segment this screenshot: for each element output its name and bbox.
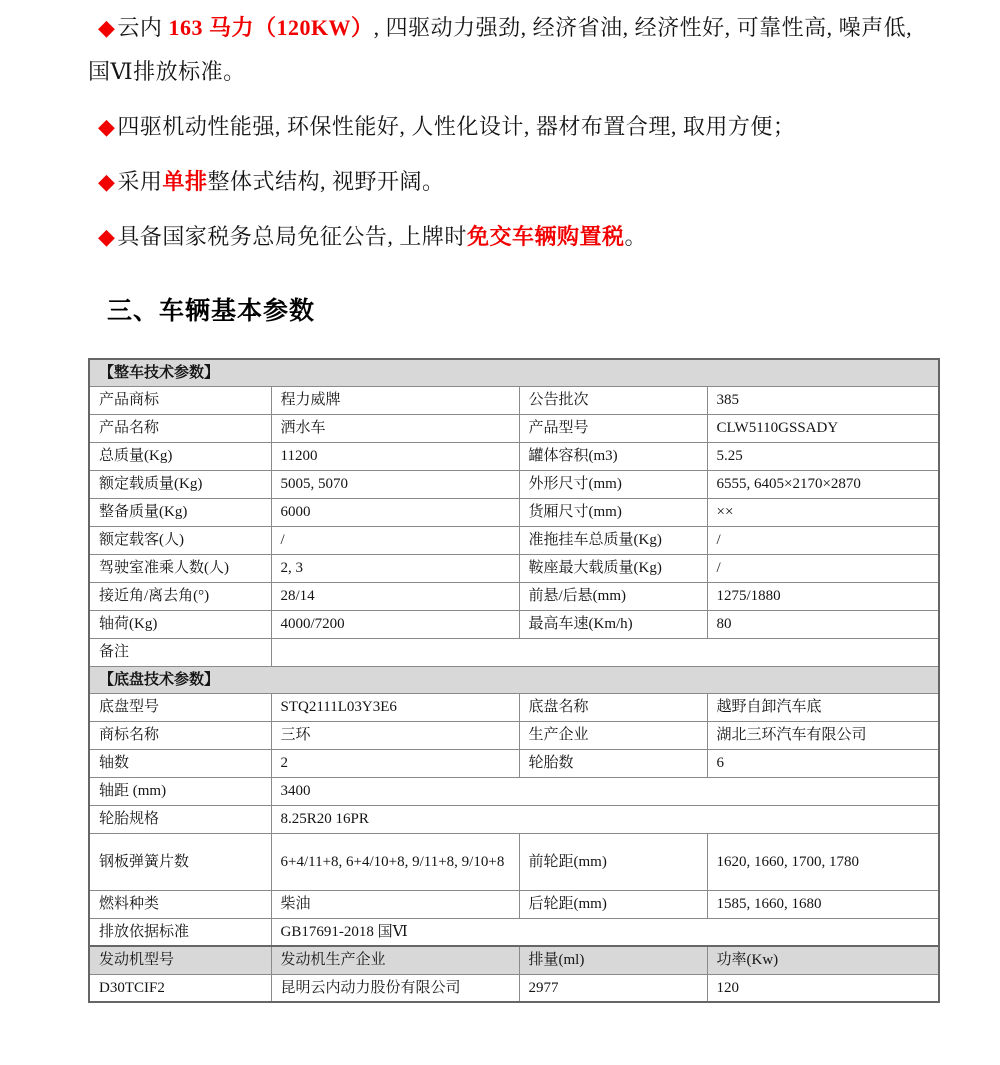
bullet-text: 采用 — [117, 169, 163, 194]
param-value-cell: 越野自卸汽车底 — [707, 693, 939, 721]
param-label-cell: 前悬/后悬(mm) — [519, 582, 707, 610]
param-label-cell: 产品型号 — [519, 414, 707, 442]
param-label-cell: 货厢尺寸(mm) — [519, 498, 707, 526]
param-value-cell: 6555, 6405×2170×2870 — [707, 470, 939, 498]
param-label-cell: 外形尺寸(mm) — [519, 470, 707, 498]
param-value-cell: 6+4/11+8, 6+4/10+8, 9/11+8, 9/10+8 — [271, 833, 519, 890]
param-label-cell: 底盘名称 — [519, 693, 707, 721]
table-row — [89, 386, 939, 414]
section-header-cell: 【底盘技术参数】 — [89, 666, 939, 693]
param-label-cell: 后轮距(mm) — [519, 890, 707, 918]
param-value-cell: 2, 3 — [271, 554, 519, 582]
table-row — [89, 498, 939, 526]
section-header-cell: 【整车技术参数】 — [89, 359, 939, 386]
param-label-cell: 钢板弹簧片数 — [89, 833, 271, 890]
table-row — [89, 777, 939, 805]
param-label-cell: 轮胎规格 — [89, 805, 271, 833]
table-row — [89, 359, 939, 386]
diamond-bullet-icon: ◆ — [98, 15, 116, 40]
table-row — [89, 833, 939, 890]
param-value-cell: 1275/1880 — [707, 582, 939, 610]
param-label-cell: 整备质量(Kg) — [89, 498, 271, 526]
feature-bullet — [88, 105, 920, 149]
feature-bullet — [88, 6, 920, 94]
param-value-cell: 11200 — [271, 442, 519, 470]
param-value-cell: / — [707, 526, 939, 554]
param-value-cell: 6 — [707, 749, 939, 777]
table-row — [89, 918, 939, 946]
param-label-cell: 排放依据标准 — [89, 918, 271, 946]
table-row — [89, 638, 939, 666]
bullet-text: , 四驱动力强劲, 经济省油, 经济性好, 可靠性高, 噪声低, 国Ⅵ排放标准。 — [88, 15, 913, 84]
param-value-cell: / — [271, 526, 519, 554]
table-row — [89, 610, 939, 638]
param-value-cell: 80 — [707, 610, 939, 638]
table-row — [89, 890, 939, 918]
feature-bullet — [88, 160, 920, 204]
param-value-cell: 6000 — [271, 498, 519, 526]
table-row — [89, 470, 939, 498]
param-label-cell: 最高车速(Km/h) — [519, 610, 707, 638]
param-value-cell: 湖北三环汽车有限公司 — [707, 721, 939, 749]
param-label-cell: 接近角/离去角(°) — [89, 582, 271, 610]
param-label-cell: 罐体容积(m3) — [519, 442, 707, 470]
bullet-text: 整体式结构, 视野开阔。 — [207, 169, 445, 194]
param-value-cell: 程力威牌 — [271, 386, 519, 414]
param-label-cell: 产品名称 — [89, 414, 271, 442]
param-label-cell: 鞍座最大载质量(Kg) — [519, 554, 707, 582]
param-value-cell: 2 — [271, 749, 519, 777]
param-value-cell: 昆明云内动力股份有限公司 — [271, 974, 519, 1002]
highlight-text: 单排 — [162, 169, 208, 194]
param-value-cell: 5005, 5070 — [271, 470, 519, 498]
param-value-cell: / — [707, 554, 939, 582]
param-label-cell: 准拖挂车总质量(Kg) — [519, 526, 707, 554]
engine-header-cell: 发动机生产企业 — [271, 946, 519, 974]
feature-bullet-list — [88, 6, 920, 270]
param-label-cell: 轴数 — [89, 749, 271, 777]
table-row — [89, 693, 939, 721]
param-value-cell: 120 — [707, 974, 939, 1002]
highlight-text: 163 马力（120KW） — [168, 15, 374, 40]
param-value-cell: 4000/7200 — [271, 610, 519, 638]
diamond-bullet-icon: ◆ — [98, 114, 116, 139]
param-value-cell: 三环 — [271, 721, 519, 749]
engine-header-cell: 排量(ml) — [519, 946, 707, 974]
param-label-cell: 轮胎数 — [519, 749, 707, 777]
bullet-text: 具备国家税务总局免征公告, 上牌时 — [117, 224, 467, 249]
table-row — [89, 974, 939, 1002]
param-value-cell: 3400 — [271, 777, 939, 805]
highlight-text: 免交车辆购置税 — [466, 224, 625, 249]
bullet-text: 四驱机动性能强, 环保性能好, 人性化设计, 器材布置合理, 取用方便； — [117, 114, 796, 139]
param-label-cell: 轴距 (mm) — [89, 777, 271, 805]
table-row — [89, 749, 939, 777]
param-label-cell: 前轮距(mm) — [519, 833, 707, 890]
param-value-cell: 1585, 1660, 1680 — [707, 890, 939, 918]
bullet-text: 云内 — [117, 15, 169, 40]
table-row — [89, 442, 939, 470]
table-row — [89, 526, 939, 554]
param-label-cell: 生产企业 — [519, 721, 707, 749]
param-label-cell: 燃料种类 — [89, 890, 271, 918]
diamond-bullet-icon: ◆ — [98, 169, 116, 194]
diamond-bullet-icon: ◆ — [98, 224, 116, 249]
engine-header-cell: 功率(Kw) — [707, 946, 939, 974]
param-value-cell: 柴油 — [271, 890, 519, 918]
engine-header-cell: 发动机型号 — [89, 946, 271, 974]
table-row — [89, 946, 939, 974]
param-value-cell — [271, 638, 939, 666]
section-heading: 三、车辆基本参数 — [107, 297, 316, 325]
table-row — [89, 666, 939, 693]
param-value-cell: ×× — [707, 498, 939, 526]
param-value-cell: 28/14 — [271, 582, 519, 610]
param-value-cell: CLW5110GSSADY — [707, 414, 939, 442]
param-value-cell: 洒水车 — [271, 414, 519, 442]
param-label-cell: 额定载客(人) — [89, 526, 271, 554]
param-value-cell: 1620, 1660, 1700, 1780 — [707, 833, 939, 890]
param-value-cell: 385 — [707, 386, 939, 414]
param-label-cell: 备注 — [89, 638, 271, 666]
param-label-cell: 底盘型号 — [89, 693, 271, 721]
table-row — [89, 721, 939, 749]
table-row — [89, 582, 939, 610]
param-label-cell: 商标名称 — [89, 721, 271, 749]
param-label-cell: 公告批次 — [519, 386, 707, 414]
table-row — [89, 554, 939, 582]
feature-bullet — [88, 215, 920, 259]
param-label-cell: 驾驶室准乘人数(人) — [89, 554, 271, 582]
param-value-cell: 8.25R20 16PR — [271, 805, 939, 833]
table-row — [89, 805, 939, 833]
param-value-cell: GB17691-2018 国Ⅵ — [271, 918, 939, 946]
param-label-cell: 总质量(Kg) — [89, 442, 271, 470]
vehicle-params-table — [88, 358, 940, 1003]
param-label-cell: 产品商标 — [89, 386, 271, 414]
param-label-cell: 额定载质量(Kg) — [89, 470, 271, 498]
table-row — [89, 414, 939, 442]
bullet-text: 。 — [624, 224, 647, 249]
param-label-cell: 2977 — [519, 974, 707, 1002]
param-label-cell: D30TCIF2 — [89, 974, 271, 1002]
param-value-cell: 5.25 — [707, 442, 939, 470]
param-label-cell: 轴荷(Kg) — [89, 610, 271, 638]
param-value-cell: STQ2111L03Y3E6 — [271, 693, 519, 721]
